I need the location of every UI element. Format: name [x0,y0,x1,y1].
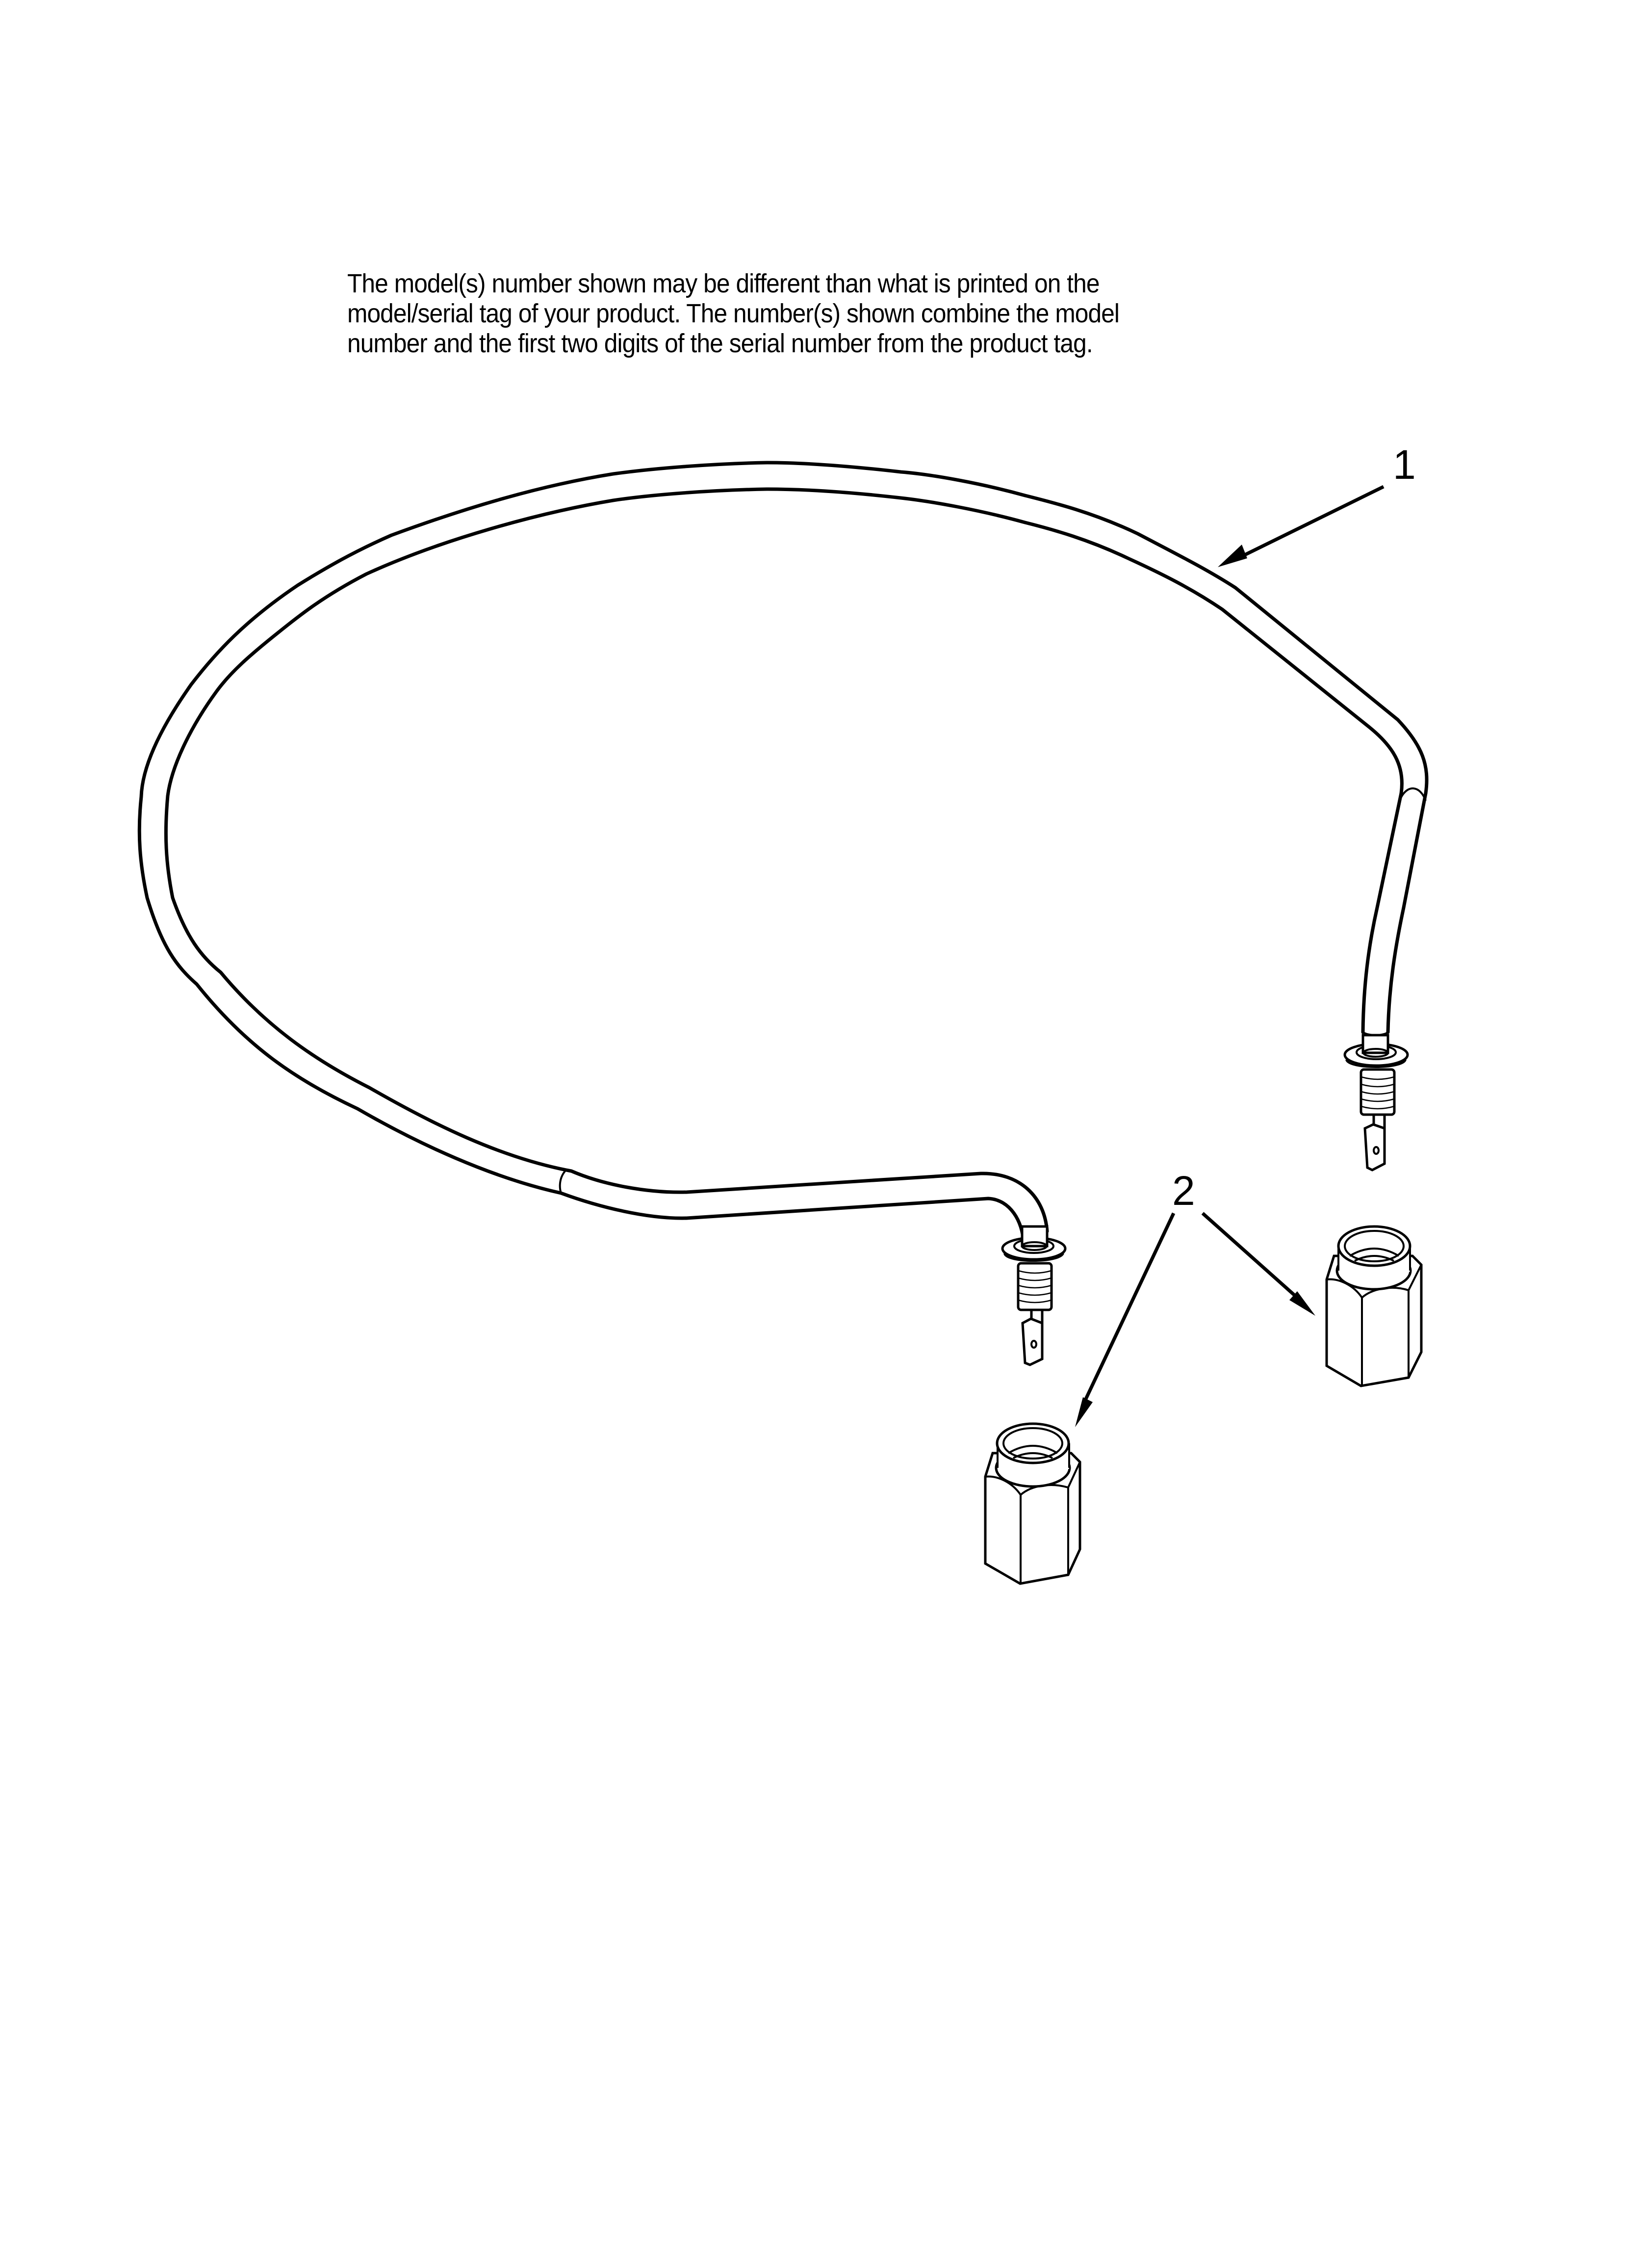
callout-label-2: 2 [1172,1168,1195,1214]
left-terminal-thread [1018,1263,1052,1310]
disclaimer-line-3: number and the first two digits of the serial number from the product tag. [347,329,1093,358]
hex-nut-left [985,1424,1080,1584]
left-spade-connector [1023,1310,1042,1365]
disclaimer-line-1: The model(s) number shown may be different than what is printed on the [347,269,1100,298]
hex-nut-right [1327,1226,1421,1386]
callout-2-leader-arrow-left [1075,1213,1174,1427]
callout-2-leader-arrow-right [1203,1213,1315,1316]
heating-element [139,463,1427,1245]
left-terminal [1002,1226,1065,1365]
callout-1-leader-arrow [1218,487,1384,567]
callout-label-1: 1 [1393,442,1416,488]
disclaimer-line-2: model/serial tag of your product. The number(s) shown combine the model [347,299,1120,328]
right-terminal-thread [1361,1069,1394,1115]
right-spade-connector [1365,1115,1385,1170]
right-terminal [1345,1035,1408,1170]
